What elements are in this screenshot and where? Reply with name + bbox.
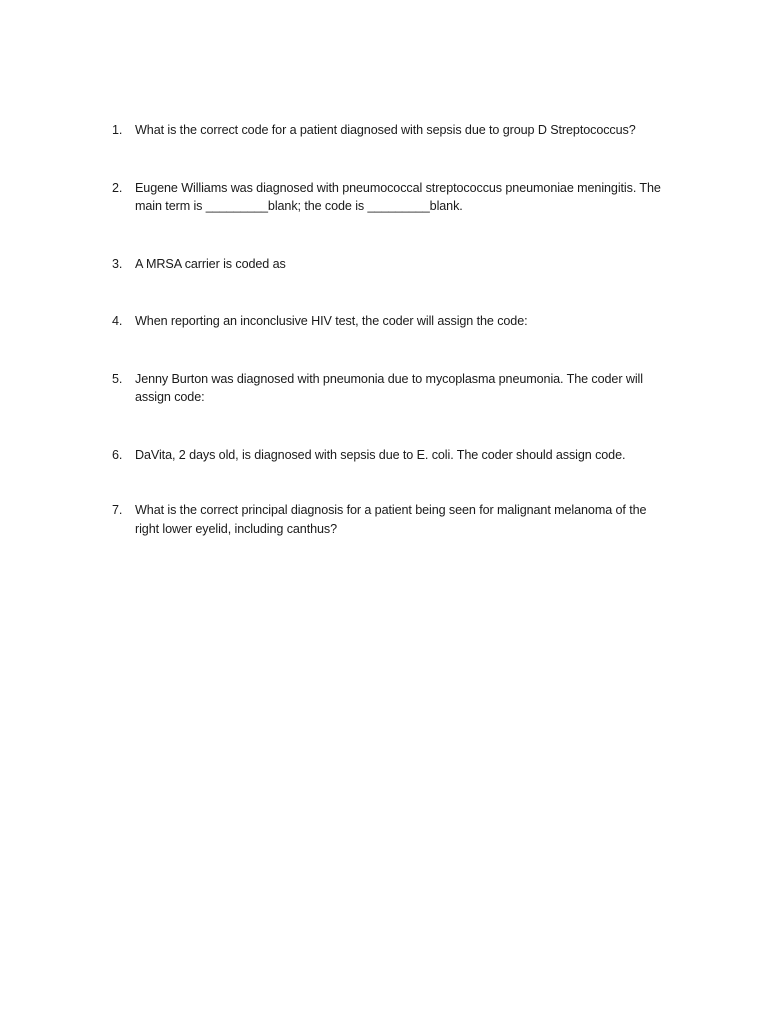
- question-text-line: Eugene Williams was diagnosed with pneumococcal streptococcus pneumoniae meningitis. The: [135, 180, 661, 195]
- question-text: [135, 370, 682, 407]
- question-number: 2.: [112, 180, 123, 195]
- question-number: 3.: [112, 256, 123, 271]
- question-item: [112, 501, 682, 538]
- question-text-line: When reporting an inconclusive HIV test, the coder will assign the code:: [135, 314, 528, 328]
- question-number: 5.: [112, 371, 123, 386]
- question-text-line: assign code:: [135, 390, 205, 404]
- question-number: 1.: [112, 123, 123, 137]
- question-text-line: DaVita, 2 days old, is diagnosed with sepsis due to E. coli. The coder should assign code.: [135, 447, 626, 462]
- question-text: [135, 446, 682, 465]
- question-item: [112, 312, 682, 331]
- question-text-line: What is the correct code for a patient diagnosed with sepsis due to group D Streptococcus?: [135, 123, 636, 137]
- question-list: [112, 121, 682, 538]
- question-item: [112, 255, 682, 274]
- question-number: 7.: [112, 503, 123, 517]
- question-number: 4.: [112, 314, 123, 328]
- question-text: [135, 179, 682, 216]
- question-item: [112, 446, 682, 465]
- question-text-line: A MRSA carrier is coded as: [135, 256, 286, 271]
- question-item: [112, 370, 682, 407]
- question-item: [112, 179, 682, 216]
- question-text: [135, 255, 682, 274]
- question-text-line: Jenny Burton was diagnosed with pneumonia due to mycoplasma pneumonia. The coder will: [135, 371, 643, 386]
- question-text-line: What is the correct principal diagnosis for a patient being seen for malignant melanoma of the: [135, 503, 647, 517]
- question-text: [135, 121, 682, 140]
- question-text-line: right lower eyelid, including canthus?: [135, 521, 338, 536]
- question-text-line: main term is _________blank; the code is _________blank.: [135, 199, 463, 213]
- question-number: 6.: [112, 447, 123, 462]
- question-text: [135, 312, 682, 331]
- question-text: [135, 501, 682, 538]
- question-item: [112, 121, 682, 140]
